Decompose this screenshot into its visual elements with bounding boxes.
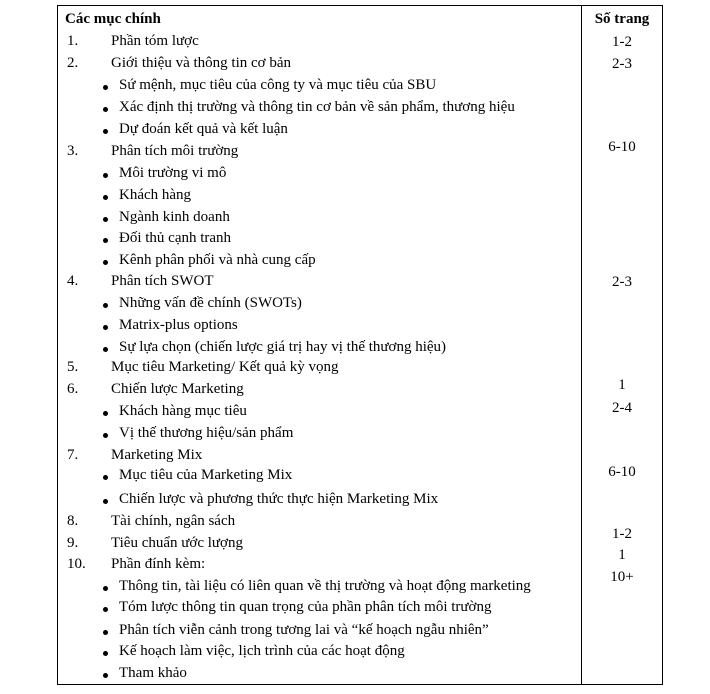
row-number: 6. [67,381,79,397]
bullet-icon [103,433,108,438]
bullet-icon [103,260,108,265]
page-range: 6-10 [608,139,636,155]
row-label: Mục tiêu Marketing/ Kết quả kỳ vọng [111,359,339,375]
bullet-item: Tóm lược thông tin quan trọng của phần phân tích môi trường [119,599,492,615]
row-number: 8. [67,513,79,529]
page-range: 1 [618,547,626,563]
page-range: 1 [618,377,626,393]
bullet-item: Khách hàng [119,187,192,203]
row-number: 9. [67,535,79,551]
row-label: Giới thiệu và thông tin cơ bản [111,55,291,71]
page-range: 2-3 [612,274,632,290]
bullet-item: Mục tiêu của Marketing Mix [119,467,293,483]
bullet-icon [103,673,108,678]
row-number: 5. [67,359,79,375]
bullet-icon [103,607,108,612]
bullet-icon [103,173,108,178]
row-label: Phần tóm lược [111,33,199,49]
bullet-icon [103,85,108,90]
page-range: 6-10 [608,464,636,480]
bullet-icon [103,238,108,243]
bullet-item: Dự đoán kết quả và kết luận [119,121,288,137]
bullet-icon [103,586,108,591]
bullet-icon [103,630,108,635]
row-label: Phần đính kèm: [111,556,206,572]
bullet-item: Môi trường vi mô [119,165,227,181]
bullet-item: Thông tin, tài liệu có liên quan về thị trường và hoạt động marketing [119,578,531,594]
row-number: 10. [67,556,86,572]
bullet-item: Kế hoạch làm việc, lịch trình của các hoạt động [119,643,405,659]
page-range: 10+ [610,569,634,585]
page-range: 1-2 [612,526,632,542]
bullet-item: Matrix-plus options [119,317,238,333]
row-number: 3. [67,143,79,159]
row-label: Phân tích môi trường [111,143,239,159]
bullet-icon [103,411,108,416]
bullet-item: Ngành kinh doanh [119,209,230,225]
row-label: Tài chính, ngân sách [111,513,236,529]
bullet-item: Xác định thị trường và thông tin cơ bản về sản phẩm, thương hiệu [119,99,515,115]
row-number: 1. [67,33,79,49]
bullet-icon [103,195,108,200]
bullet-item: Khách hàng mục tiêu [119,403,247,419]
page-range: 1-2 [612,34,632,50]
row-number: 7. [67,447,79,463]
bullet-icon [103,475,108,480]
bullet-icon [103,499,108,504]
row-label: Marketing Mix [111,447,203,463]
bullet-item: Tham khảo [119,665,187,681]
bullet-item: Chiến lược và phương thức thực hiện Marketing Mix [119,491,439,507]
page-range: 2-3 [612,56,632,72]
bullet-item: Sứ mệnh, mục tiêu của công ty và mục tiêu của SBU [119,77,437,93]
bullet-icon [103,129,108,134]
bullet-icon [103,347,108,352]
bullet-item: Kênh phân phối và nhà cung cấp [119,252,316,268]
bullet-icon [103,303,108,308]
bullet-item: Đối thủ cạnh tranh [119,230,232,246]
row-label: Chiến lược Marketing [111,381,244,397]
bullet-item: Vị thế thương hiệu/sản phẩm [119,425,294,441]
bullet-icon [103,217,108,222]
bullet-item: Phân tích viễn cảnh trong tương lai và “kế hoạch ngẫu nhiên” [119,622,489,638]
bullet-item: Sự lựa chọn (chiến lược giá trị hay vị thế thương hiệu) [119,339,447,355]
row-label: Phân tích SWOT [111,273,214,289]
row-number: 4. [67,273,79,289]
row-label: Tiêu chuẩn ước lượng [111,535,243,551]
bullet-icon [103,107,108,112]
row-number: 2. [67,55,79,71]
bullet-item: Những vấn đề chính (SWOTs) [119,295,302,311]
header-pages: Số trang [594,11,650,27]
header-title: Các mục chính [65,11,161,27]
bullet-icon [103,651,108,656]
page-range: 2-4 [612,400,632,416]
bullet-icon [103,325,108,330]
